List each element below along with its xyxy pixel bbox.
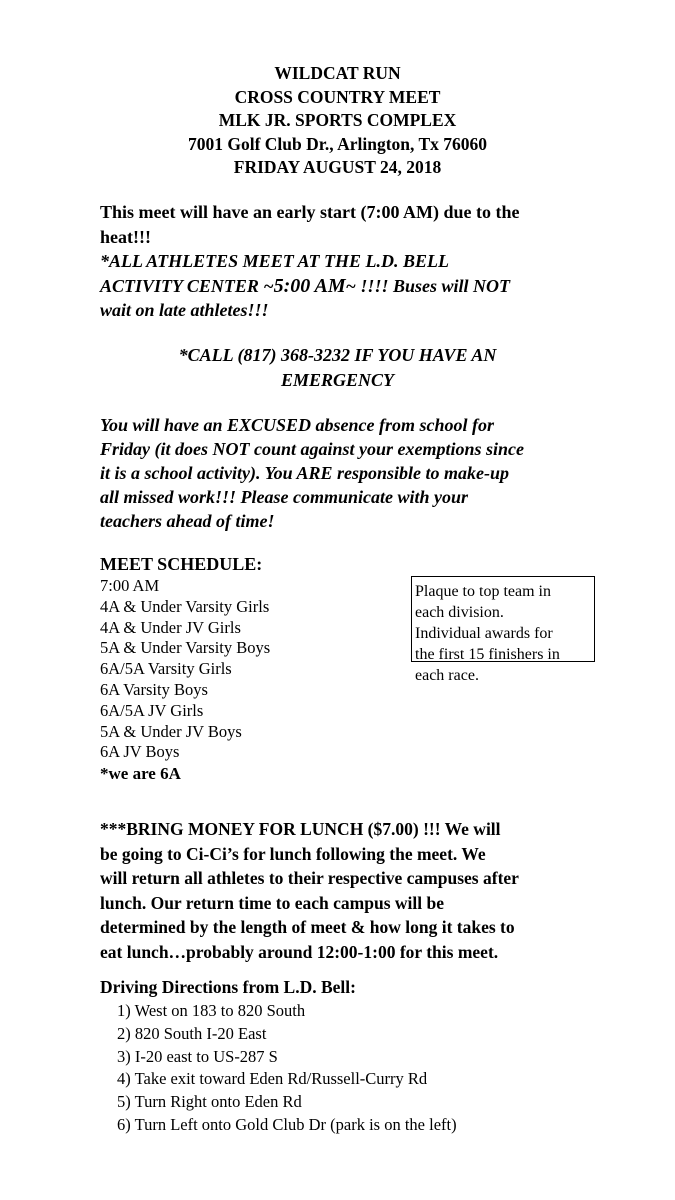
emergency-line: *CALL (817) 368-3232 IF YOU HAVE AN bbox=[178, 345, 497, 365]
directions-list bbox=[117, 1000, 457, 1137]
direction-step: 6) Turn Left onto Gold Club Dr (park is on the left) bbox=[117, 1114, 457, 1134]
lunch-line: ***BRING MONEY FOR LUNCH ($7.00) !!! We will bbox=[100, 819, 501, 839]
excused-line: all missed work!!! Please communicate with your bbox=[100, 487, 469, 507]
meet-schedule-list bbox=[100, 576, 270, 785]
schedule-race: 6A/5A JV Girls bbox=[100, 700, 204, 720]
venue-address: 7001 Golf Club Dr., Arlington, Tx 76060 bbox=[187, 133, 487, 154]
excused-absence-notice bbox=[100, 413, 620, 533]
awards-line: Plaque to top team in bbox=[415, 583, 551, 600]
direction-step: 3) I-20 east to US-287 S bbox=[117, 1046, 278, 1066]
emergency-call-notice bbox=[0, 343, 675, 392]
awards-line: each division. bbox=[415, 604, 504, 621]
lunch-notice bbox=[100, 817, 620, 964]
lunch-line: determined by the length of meet & how long it takes to bbox=[100, 917, 515, 937]
direction-step: 1) West on 183 to 820 South bbox=[117, 1001, 306, 1020]
emergency-line: EMERGENCY bbox=[280, 369, 395, 390]
meet-date: FRIDAY AUGUST 24, 2018 bbox=[233, 157, 442, 177]
awards-text bbox=[415, 581, 615, 686]
meet-time-prefix: ACTIVITY CENTER ~ bbox=[100, 275, 274, 296]
schedule-title: MEET SCHEDULE: bbox=[100, 554, 263, 574]
meet-time-suffix: ~ !!!! Buses will NOT bbox=[345, 275, 510, 296]
lunch-line: eat lunch…probably around 12:00-1:00 for this meet. bbox=[100, 941, 499, 962]
awards-line: the first 15 finishers in bbox=[415, 646, 560, 663]
schedule-race: 4A & Under Varsity Girls bbox=[100, 596, 270, 616]
schedule-start-time: 7:00 AM bbox=[100, 576, 160, 595]
schedule-race: 6A Varsity Boys bbox=[100, 679, 208, 699]
excused-line: it is a school activity). You ARE responsible to make-up bbox=[100, 463, 510, 483]
schedule-race: 5A & Under Varsity Boys bbox=[100, 638, 271, 658]
direction-step: 2) 820 South I-20 East bbox=[117, 1023, 267, 1043]
schedule-race: 6A/5A Varsity Girls bbox=[100, 659, 232, 679]
meet-type: CROSS COUNTRY MEET bbox=[234, 86, 441, 107]
excused-line: Friday (it does NOT count against your exemptions since bbox=[100, 439, 525, 459]
direction-step: 4) Take exit toward Eden Rd/Russell-Curry Rd bbox=[117, 1069, 428, 1089]
directions-title: Driving Directions from L.D. Bell: bbox=[100, 977, 356, 997]
lunch-line: will return all athletes to their respective campuses after bbox=[100, 868, 519, 888]
direction-step: 5) Turn Right onto Eden Rd bbox=[117, 1092, 302, 1112]
venue-name: MLK JR. SPORTS COMPLEX bbox=[218, 110, 457, 130]
lunch-line: be going to Ci-Ci’s for lunch following the meet. We bbox=[100, 843, 486, 864]
meet-time: 5:00 AM bbox=[273, 274, 346, 297]
awards-line: each race. bbox=[415, 667, 479, 684]
meet-time-line bbox=[100, 274, 600, 299]
classification-note: *we are 6A bbox=[100, 764, 181, 784]
early-start-line: heat!!! bbox=[100, 226, 151, 247]
excused-line: teachers ahead of time! bbox=[100, 511, 275, 531]
awards-line: Individual awards for bbox=[415, 625, 553, 642]
late-warning-line: wait on late athletes!!! bbox=[100, 300, 269, 320]
early-start-notice bbox=[100, 200, 600, 323]
schedule-race: 5A & Under JV Boys bbox=[100, 721, 242, 741]
meet-location-line: *ALL ATHLETES MEET AT THE L.D. BELL bbox=[100, 251, 450, 271]
meet-header bbox=[0, 62, 675, 180]
meet-name: WILDCAT RUN bbox=[274, 63, 401, 83]
excused-line: You will have an EXCUSED absence from school for bbox=[100, 415, 495, 435]
early-start-line: This meet will have an early start (7:00 AM) due to the bbox=[100, 202, 520, 222]
schedule-race: 6A JV Boys bbox=[100, 742, 180, 762]
schedule-race: 4A & Under JV Girls bbox=[100, 617, 241, 637]
lunch-line: lunch. Our return time to each campus will be bbox=[100, 892, 445, 913]
